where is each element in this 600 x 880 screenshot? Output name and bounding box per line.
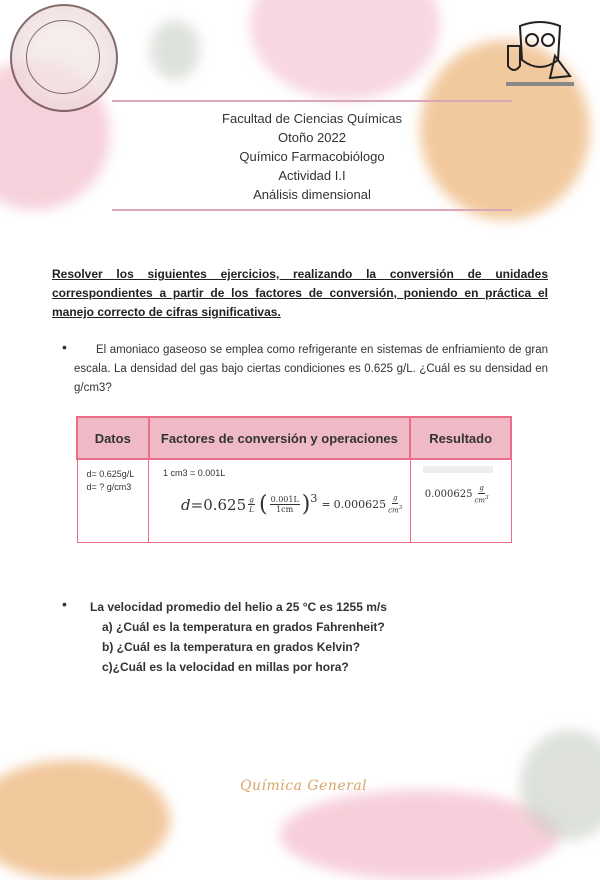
resultado-den: cm	[474, 496, 485, 505]
header-rule-bottom	[112, 209, 512, 211]
factor-note: 1 cm3 = 0.001L	[163, 468, 226, 478]
watercolor-grey-top	[150, 20, 200, 80]
formula-factor-fraction	[270, 495, 300, 514]
density-formula	[181, 492, 404, 517]
resultado-value: 0.000625	[424, 489, 473, 501]
dato-density-given: d= 0.625g/L	[86, 469, 135, 479]
formula-factor-den: 1cm	[276, 505, 294, 514]
watercolor-pink-top-center	[250, 0, 440, 100]
cell-factores	[149, 459, 411, 543]
formula-paren-open: (	[258, 492, 268, 517]
formula-paren-close: )	[301, 492, 311, 517]
program: Químico Farmacobiólogo	[239, 149, 385, 164]
chemistry-faculty-logo-icon	[500, 16, 580, 96]
formula-result: 0.000625	[333, 498, 387, 511]
formula-result-fraction	[388, 494, 402, 515]
instructions	[52, 265, 548, 322]
problem2-item-a: a) ¿Cuál es la temperatura en grados Fahrenheit?	[102, 620, 385, 634]
problem2-item-b: b) ¿Cuál es la temperatura en grados Kelvin?	[102, 640, 361, 654]
term: Otoño 2022	[278, 130, 346, 145]
formula-eq-2: =	[321, 498, 331, 511]
header-factores: Factores de conversión y operaciones	[149, 417, 411, 459]
instructions-line-2: correspondientes a partir de los factores de conversión, poniendo en práctica el	[52, 286, 548, 300]
formula-result-den: cm	[388, 506, 399, 515]
footer-signature: Química General	[240, 778, 368, 794]
problem1-statement: El amoniaco gaseoso se emplea como refrigerante en sistemas de enfriamiento de gran escala. La densidad del gas bajo ciertas condiciones es 0.625 g/L. ¿Cuál es su densidad en g/cm3?	[74, 344, 548, 394]
formula-unit-fraction	[248, 495, 255, 514]
header-resultado: Resultado	[410, 417, 511, 459]
formula-coef: 0.625	[203, 495, 247, 514]
formula-unit-den: L	[249, 505, 255, 514]
resultado-num: g	[479, 484, 484, 492]
dato-density-unknown: d= ? g/cm3	[86, 482, 132, 492]
problem2-bullet: •	[62, 596, 67, 612]
problem2-block	[90, 597, 387, 677]
resultado-den-exp: 3	[485, 495, 489, 501]
instructions-line-3: manejo correcto de cifras significativas.	[52, 305, 281, 319]
watercolor-orange-bottom-left	[0, 760, 170, 880]
watercolor-pink-bottom-center	[280, 790, 560, 880]
cell-datos	[77, 459, 149, 543]
problem2-item-c: c)¿Cuál es la velocidad en millas por hora?	[102, 660, 349, 674]
resultado-den-wrap	[474, 494, 488, 505]
formula-result-num: g	[392, 493, 398, 502]
header-datos: Datos	[77, 417, 149, 459]
resultado-highlight	[423, 466, 493, 473]
formula-result-den-exp: 3	[398, 504, 403, 511]
header-block	[112, 109, 512, 204]
conversion-table	[76, 416, 512, 543]
header-rule-top	[112, 100, 512, 102]
problem1-bullet: •	[62, 339, 67, 355]
formula-factor-num: 0.001L	[270, 495, 299, 504]
resultado-fraction	[474, 484, 488, 505]
topic: Análisis dimensional	[253, 187, 371, 202]
faculty-name: Facultad de Ciencias Químicas	[222, 111, 402, 126]
formula-result-den-wrap	[388, 504, 402, 515]
formula-lhs: d	[181, 495, 191, 514]
formula-exp: 3	[310, 492, 318, 505]
problem1-text	[74, 341, 548, 398]
formula-unit-num: g	[249, 495, 254, 504]
problem2-title: La velocidad promedio del helio a 25 °C es 1255 m/s	[90, 600, 387, 614]
formula-eq: =	[190, 495, 204, 514]
university-seal-icon	[10, 4, 118, 112]
activity: Actividad I.I	[278, 168, 346, 183]
cell-resultado	[410, 459, 511, 543]
resultado-value-wrap	[425, 484, 491, 505]
instructions-line-1: Resolver los siguientes ejercicios, realizando la conversión de unidades	[52, 267, 548, 281]
